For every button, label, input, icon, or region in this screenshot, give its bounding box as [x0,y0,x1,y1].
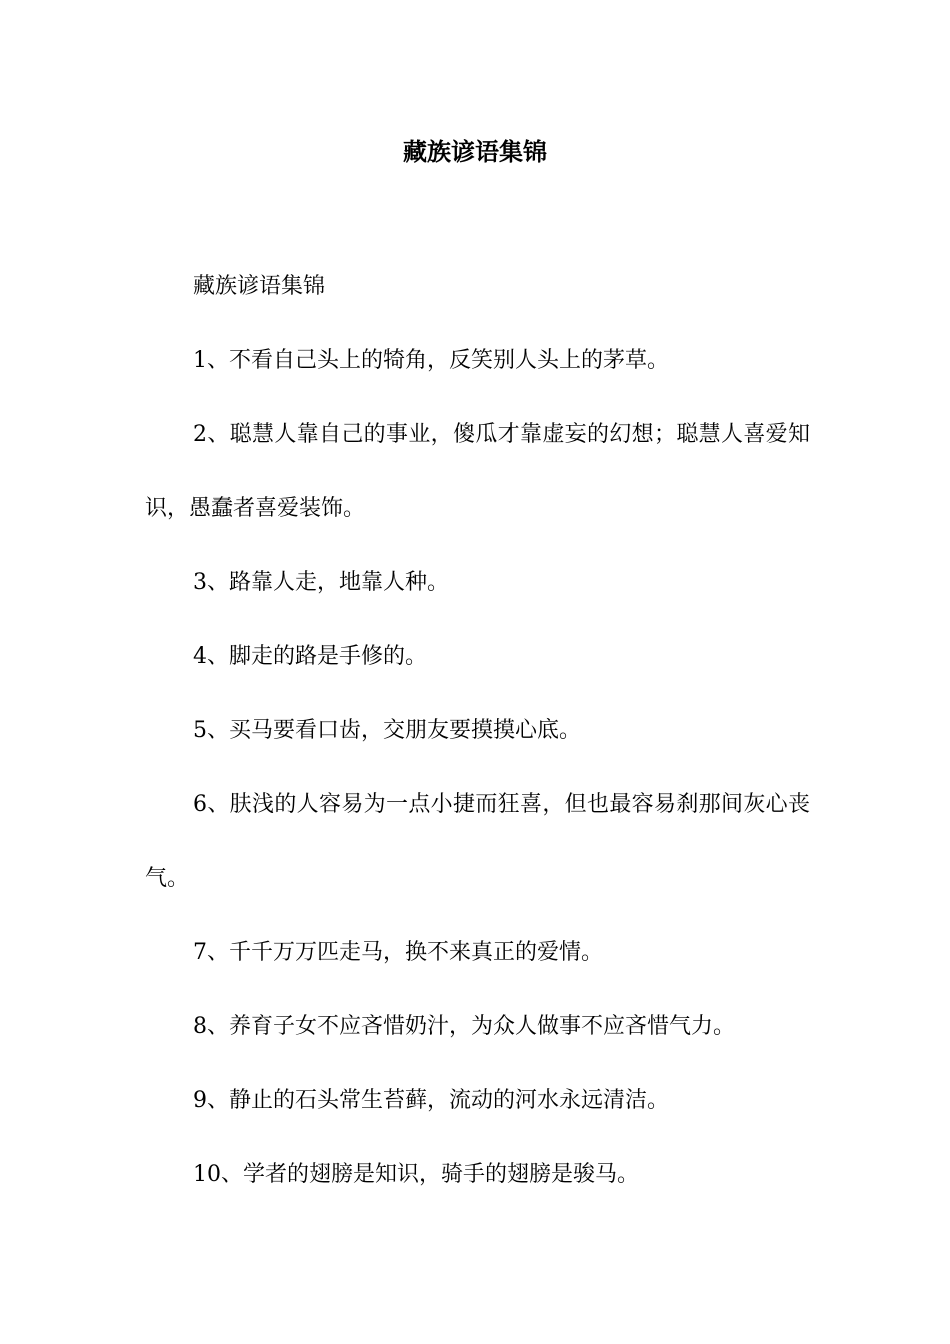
proverb-item: 2、聪慧人靠自己的事业，傻瓜才靠虚妄的幻想；聪慧人喜爱知识，愚蠢者喜爱装饰。 [145,422,810,521]
proverb-item: 9、静止的石头常生苔藓，流动的河水永远清洁。 [193,1088,669,1113]
proverb-item: 10、学者的翅膀是知识，骑手的翅膀是骏马。 [193,1162,639,1187]
document-subtitle: 藏族谚语集锦 [193,274,326,299]
proverb-item: 1、不看自己头上的犄角，反笑别人头上的茅草。 [193,348,669,373]
proverb-item: 3、路靠人走，地靠人种。 [193,570,449,595]
proverb-item: 7、千千万万匹走马，换不来真正的爱情。 [193,940,603,965]
proverb-item: 6、肤浅的人容易为一点小捷而狂喜，但也最容易刹那间灰心丧气。 [145,792,810,891]
proverb-item: 5、买马要看口齿，交朋友要摸摸心底。 [193,718,581,743]
document-body [145,250,810,1212]
proverb-item: 4、脚走的路是手修的。 [193,644,427,669]
document-title: 藏族谚语集锦 [403,137,547,166]
proverb-item: 8、养育子女不应吝惜奶汁，为众人做事不应吝惜气力。 [193,1014,735,1039]
